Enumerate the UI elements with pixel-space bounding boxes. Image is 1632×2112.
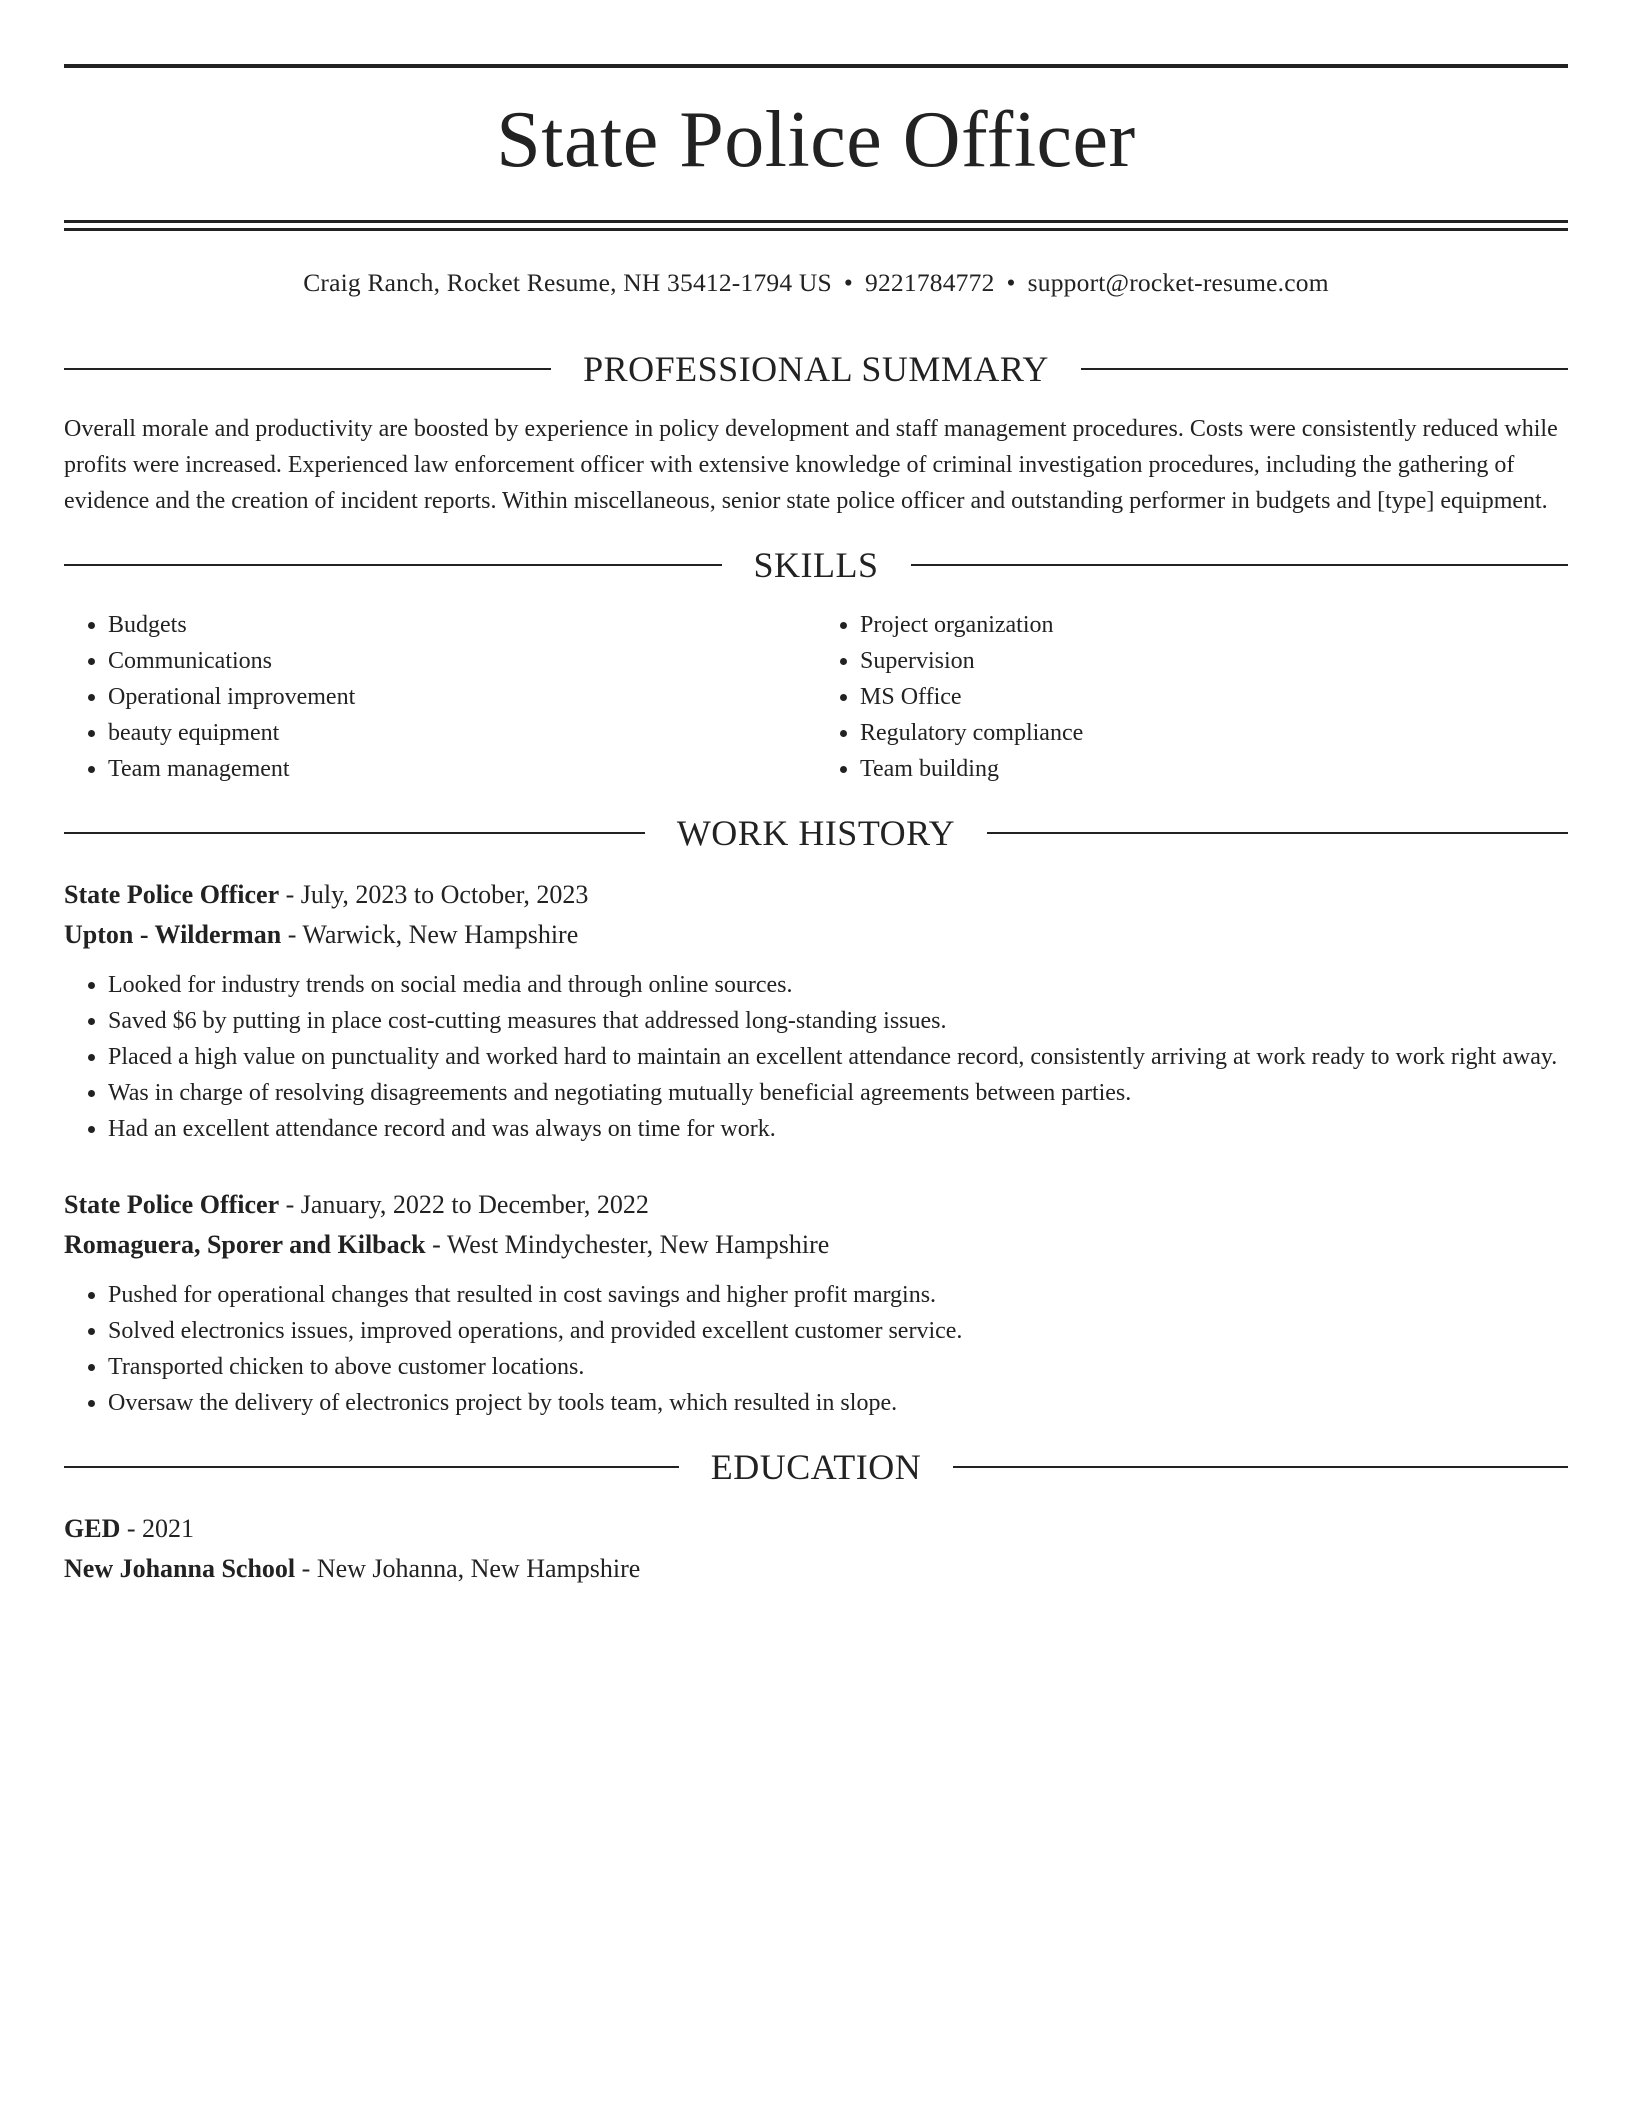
job-bullets <box>64 1277 1568 1421</box>
job-location: - West Mindychester, New Hampshire <box>425 1230 830 1259</box>
heading-rule <box>64 832 645 834</box>
job-title: State Police Officer <box>64 880 280 909</box>
skill-item: • Supervision <box>860 643 1568 679</box>
education-year: - 2021 <box>120 1514 195 1543</box>
contact-phone: 9221784772 <box>865 268 995 297</box>
skill-item: • Communications <box>108 643 816 679</box>
contact-line <box>64 267 1568 299</box>
job-company-line <box>64 1225 1568 1265</box>
job-entry <box>64 1185 1568 1421</box>
section-title: SKILLS <box>753 545 879 585</box>
job-bullet: • Transported chicken to above customer locations. <box>108 1349 1568 1385</box>
contact-address: Craig Ranch, Rocket Resume, NH 35412-1794 US <box>303 268 832 297</box>
job-company: Romaguera, Sporer and Kilback <box>64 1230 426 1259</box>
skill-item: • MS Office <box>860 679 1568 715</box>
heading-rule <box>1081 368 1568 370</box>
job-title-line <box>64 1185 1568 1225</box>
top-rule <box>64 64 1568 68</box>
skills-column-right <box>816 607 1568 787</box>
section-title: WORK HISTORY <box>676 813 956 853</box>
job-bullet: • Oversaw the delivery of electronics project by tools team, which resulted in slope. <box>108 1385 1568 1421</box>
skill-item: • Budgets <box>108 607 816 643</box>
summary-text: Overall morale and productivity are boosted by experience in policy development and staff management procedures. Costs were consistently reduced while profits were increased. Experienced law enforcement officer with extensive knowledge of criminal investigation procedures, including the gathering of evidence and the creation of incident reports. Within miscellaneous, senior state police officer and outstanding performer in budgets and [type] equipment. <box>64 416 1558 514</box>
job-bullet: • Pushed for operational changes that resulted in cost savings and higher profit margins. <box>108 1277 1568 1313</box>
heading-rule <box>64 368 551 370</box>
heading-rule <box>64 564 722 566</box>
resume-page <box>64 64 1568 1589</box>
job-bullet: • Had an excellent attendance record and was always on time for work. <box>108 1111 1568 1147</box>
heading-rule <box>64 1466 679 1468</box>
job-dates: - January, 2022 to December, 2022 <box>279 1190 649 1219</box>
education-school: New Johanna School <box>64 1554 296 1583</box>
job-entry <box>64 875 1568 1147</box>
title-double-rule <box>64 220 1568 231</box>
resume-title: State Police Officer <box>496 96 1136 184</box>
skills-column-left <box>64 607 816 787</box>
job-bullets <box>64 967 1568 1147</box>
heading-rule <box>953 1466 1568 1468</box>
education-degree-line <box>64 1509 1568 1549</box>
job-bullet: • Saved $6 by putting in place cost-cutting measures that addressed long-standing issues. <box>108 1003 1568 1039</box>
section-heading-summary <box>64 349 1568 389</box>
skill-item: • Regulatory compliance <box>860 715 1568 751</box>
education-entry <box>64 1509 1568 1589</box>
skill-item: • Team management <box>108 751 816 787</box>
job-title-line <box>64 875 1568 915</box>
skill-item: • beauty equipment <box>108 715 816 751</box>
contact-separator: • <box>1006 268 1016 297</box>
skill-item: • Team building <box>860 751 1568 787</box>
section-heading-skills <box>64 545 1568 585</box>
job-title: State Police Officer <box>64 1190 280 1219</box>
skills-list <box>64 607 1568 787</box>
section-heading-work <box>64 813 1568 853</box>
contact-separator: • <box>843 268 854 297</box>
job-bullet: • Solved electronics issues, improved operations, and provided excellent customer service. <box>108 1313 1568 1349</box>
section-title: PROFESSIONAL SUMMARY <box>583 349 1049 389</box>
skill-item: • Operational improvement <box>108 679 816 715</box>
section-heading-education <box>64 1447 1568 1487</box>
section-title: EDUCATION <box>710 1447 922 1487</box>
contact-email: support@rocket-resume.com <box>1027 268 1329 297</box>
job-bullet: • Placed a high value on punctuality and worked hard to maintain an excellent attendance record, consistently arriving at work ready to work right away. <box>108 1039 1568 1075</box>
job-company-line <box>64 915 1568 955</box>
job-location: - Warwick, New Hampshire <box>281 920 579 949</box>
education-degree: GED <box>64 1514 121 1543</box>
job-dates: - July, 2023 to October, 2023 <box>279 880 589 909</box>
job-company: Upton - Wilderman <box>64 920 282 949</box>
education-location: - New Johanna, New Hampshire <box>295 1554 641 1583</box>
skill-item: • Project organization <box>860 607 1568 643</box>
heading-rule <box>987 832 1568 834</box>
job-bullet: • Was in charge of resolving disagreements and negotiating mutually beneficial agreements between parties. <box>108 1075 1568 1111</box>
job-bullet: • Looked for industry trends on social media and through online sources. <box>108 967 1568 1003</box>
education-school-line <box>64 1549 1568 1589</box>
heading-rule <box>911 564 1569 566</box>
